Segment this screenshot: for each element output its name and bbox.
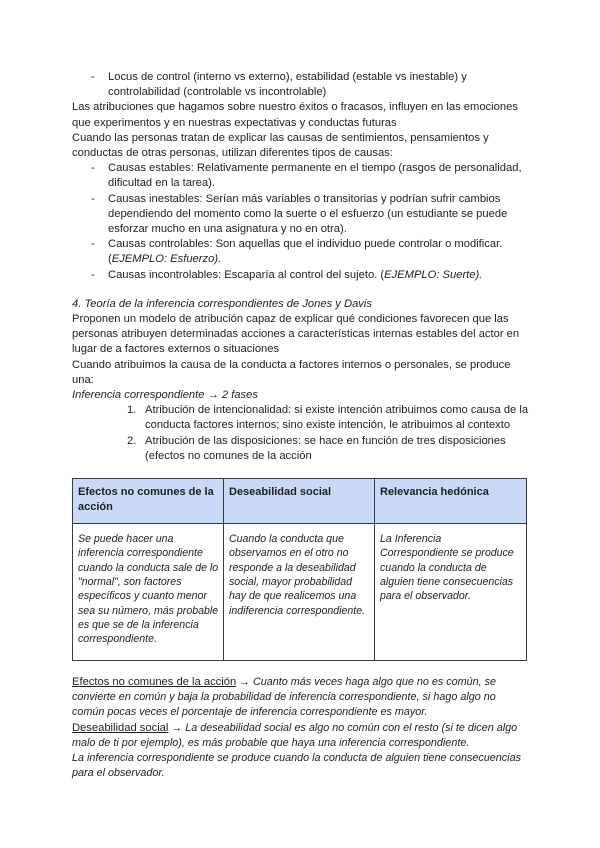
section-4-paragraph-2: Cuando atribuimos la causa de la conducta a factores internos o personales, se produce una: xyxy=(72,358,511,386)
cause-item xyxy=(72,161,530,191)
cause-item xyxy=(72,192,530,238)
table-cell: Se puede hacer una inferencia correspondiente cuando la conducta sale de lo "normal", son factores específicos y cuanto menor sea su número, más probable es que se de la inferencia correspondiente. xyxy=(73,524,224,661)
phase-number: 1. xyxy=(127,404,137,417)
phase-item xyxy=(72,403,530,433)
inference-line: Inferencia correspondiente → 2 fases xyxy=(72,389,258,402)
dispositions-table xyxy=(72,478,527,661)
table-header-cell: Deseabilidad social xyxy=(224,479,375,524)
table-cell: Cuando la conducta que observamos en el otro no responde a la deseabilidad social, mayor probabilidad hay de que realicemos una indiferencia correspondiente. xyxy=(224,524,375,661)
intro-bullet-text: Locus de control (interno vs externo), estabilidad (estable vs inestable) y controlabilidad (controlable vs incontrolable) xyxy=(108,71,467,99)
section-4-heading: 4. Teoría de la inferencia correspondientes de Jones y Davis xyxy=(72,297,372,310)
phase-text: Atribución de intencionalidad: si existe intención atribuimos como causa de la conducta factores internos; sino existe intención, le atribuimos al contexto xyxy=(145,404,529,432)
bullet-dash: - xyxy=(91,162,95,175)
note-deseabilidad-label: Deseabilidad social xyxy=(72,721,169,734)
cause-example: EJEMPLO: Esfuerzo). xyxy=(111,253,222,266)
paragraph-causes-intro: Cuando las personas tratan de explicar las causas de sentimientos, pensamientos y conductas de otras personas, utilizan diferentes tipos de causas: xyxy=(72,131,489,160)
cause-text: Causas estables: Relativamente permanente en el tiempo (rasgos de personalidad, dificultad en la tarea). xyxy=(108,162,522,190)
phase-number: 2. xyxy=(127,434,137,447)
table-header-cell: Relevancia hedónica xyxy=(375,479,527,524)
note-efectos-label: Efectos no comunes de la acción xyxy=(72,676,237,689)
section-4-paragraph: Proponen un modelo de atribución capaz de explicar qué condiciones favorecen que las personas atribuyen determinadas acciones a características internas estables del actor en lugar de a factores externos o situaciones xyxy=(72,313,520,356)
intro-bullet xyxy=(72,70,530,100)
note-deseabilidad xyxy=(72,721,530,751)
cause-text: Causas controlables: Son aquellas que el individuo puede controlar o modificar. ( xyxy=(108,238,503,266)
phases-list xyxy=(72,403,530,464)
bullet-dash: - xyxy=(91,268,95,281)
bullet-dash: - xyxy=(91,71,95,83)
phase-item xyxy=(72,434,530,464)
cause-text: Causas inestables: Serían más variables o transitorias y podrían sufrir cambios dependiendo del momento como la suerte o el esfuerzo (un estudiante se puede esforzar mucho en una asignatura y no en otra). xyxy=(108,192,508,236)
cause-example: EJEMPLO: Suerte). xyxy=(384,268,483,281)
bullet-dash: - xyxy=(91,192,95,205)
cause-item xyxy=(72,237,530,267)
note-last: La inferencia correspondiente se produce cuando la conducta de alguien tiene consecuencias para el observador. xyxy=(72,752,521,780)
table-row xyxy=(73,524,527,661)
table-cell: La Inferencia Correspondiente se produce cuando la conducta de alguien tiene consecuencias para el observador. xyxy=(375,524,527,661)
cause-item xyxy=(72,268,530,283)
cause-text: Causas incontrolables: Escaparía al control del sujeto. ( xyxy=(108,268,385,281)
note-efectos xyxy=(72,675,530,721)
note-efectos-text: → Cuanto más veces haga algo que no es común, se convierte en común y baja la probabilidad de inferencia correspondiente, si hago algo no común pocas veces el porcentaje de inferencia correspondiente es mayor. xyxy=(72,676,497,719)
table-header-row xyxy=(73,479,527,524)
note-deseabilidad-text: → La deseabilidad social es algo no común con el resto (si te dicen algo malo de ti por ejemplo), es más probable que haya una inferencia correspondiente. xyxy=(72,721,518,749)
phase-text: Atribución de las disposiciones: se hace en función de tres disposiciones (efectos no comunes de la acción xyxy=(145,434,506,462)
paragraph-attributions: Las atribuciones que hagamos sobre nuestro éxitos o fracasos, influyen en las emociones que experimentos y en nuestras expectativas y conductas futuras xyxy=(72,101,518,129)
document-content xyxy=(72,70,530,782)
causes-list xyxy=(72,161,530,283)
table-header-cell: Efectos no comunes de la acción xyxy=(73,479,224,524)
bullet-dash: - xyxy=(91,238,95,251)
